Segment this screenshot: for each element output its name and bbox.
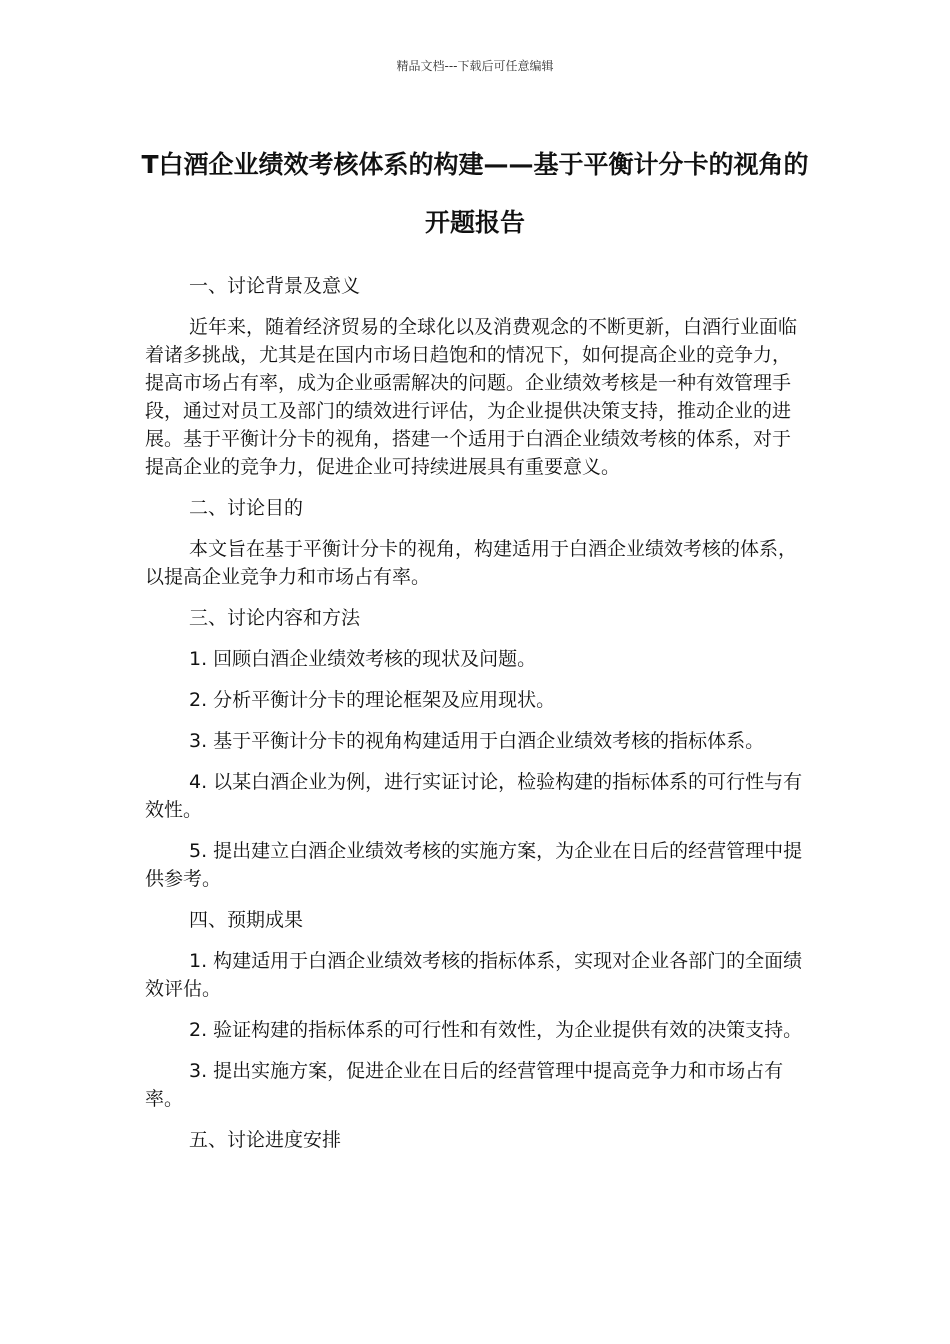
list-item-content-4: 4. 以某白酒企业为例，进行实证讨论，检验构建的指标体系的可行性与有效性。 <box>145 771 803 821</box>
list-item-result-3: 3. 提出实施方案，促进企业在日后的经营管理中提高竞争力和市场占有率。 <box>145 1060 784 1110</box>
page-header: 精品文档---下载后可任意编辑 <box>396 59 554 73</box>
list-item-result-2: 2. 验证构建的指标体系的可行性和有效性，为企业提供有效的决策支持。 <box>189 1019 803 1041</box>
list-item-content-5: 5. 提出建立白酒企业绩效考核的实施方案，为企业在日后的经营管理中提供参考。 <box>145 840 803 890</box>
list-item-content-3: 3. 基于平衡计分卡的视角构建适用于白酒企业绩效考核的指标体系。 <box>189 730 765 752</box>
list-item-result-1: 1. 构建适用于白酒企业绩效考核的指标体系，实现对企业各部门的全面绩效评估。 <box>145 950 803 1000</box>
section-heading-expected-results: 四、预期成果 <box>189 909 304 931</box>
document-title: T白酒企业绩效考核体系的构建——基于平衡计分卡的视角的开题报告 <box>141 150 809 237</box>
paragraph-purpose: 本文旨在基于平衡计分卡的视角，构建适用于白酒企业绩效考核的体系，以提高企业竞争力和市场占有率。 <box>145 538 798 588</box>
section-heading-purpose: 二、讨论目的 <box>189 497 304 519</box>
paragraph-background: 近年来，随着经济贸易的全球化以及消费观念的不断更新，白酒行业面临着诸多挑战，尤其是在国内市场日趋饱和的情况下，如何提高企业的竞争力，提高市场占有率，成为企业亟需解决的问题。企业绩效考核是一种有效管理手段，通过对员工及部门的绩效进行评估，为企业提供决策支持，推动企业的进展。基于平衡计分卡的视角，搭建一个适用于白酒企业绩效考核的体系，对于提高企业的竞争力，促进企业可持续进展具有重要意义。 <box>145 316 798 478</box>
section-heading-content-method: 三、讨论内容和方法 <box>189 607 361 629</box>
list-item-content-2: 2. 分析平衡计分卡的理论框架及应用现状。 <box>189 689 556 711</box>
section-heading-schedule: 五、讨论进度安排 <box>189 1129 342 1151</box>
list-item-content-1: 1. 回顾白酒企业绩效考核的现状及问题。 <box>189 648 537 670</box>
document-body <box>145 272 805 1167</box>
section-heading-background: 一、讨论背景及意义 <box>189 275 361 297</box>
